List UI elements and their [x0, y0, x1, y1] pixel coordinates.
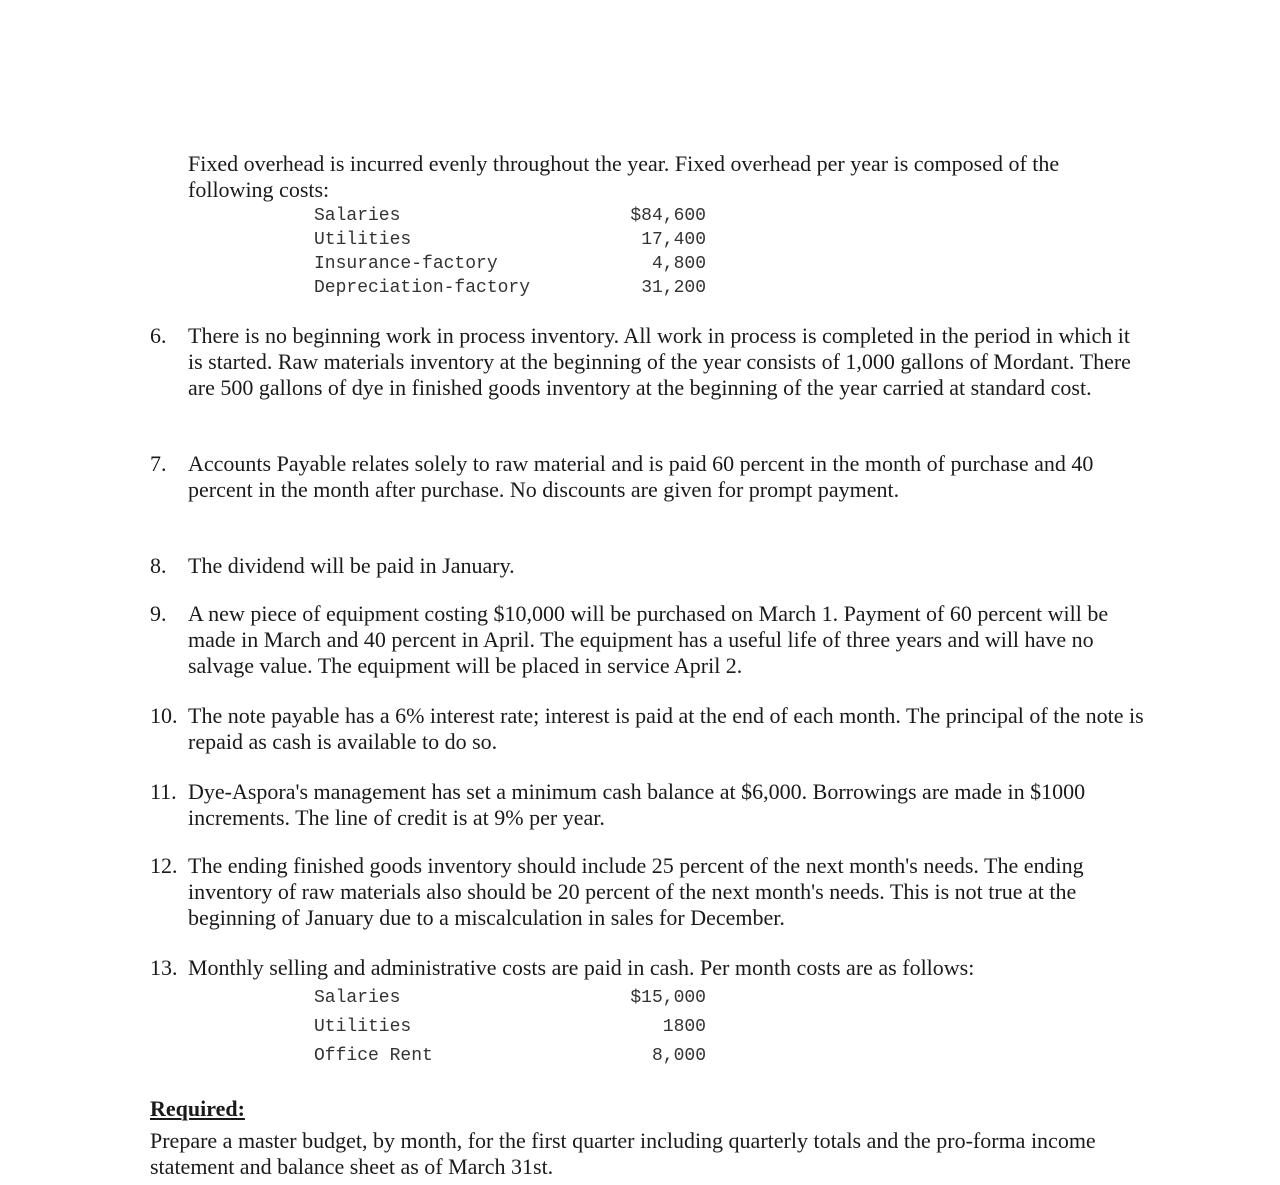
required-text: Prepare a master budget, by month, for the first quarter including quarterly totals and the pro-forma income statement and balance sheet as of March 31st.	[150, 1128, 1096, 1179]
table-row	[314, 278, 706, 302]
cost-label: Utilities	[314, 230, 412, 250]
item-text: The dividend will be paid in January.	[188, 553, 515, 578]
item-number: 6.	[150, 323, 167, 348]
cost-value: $15,000	[630, 988, 706, 1008]
table-row	[314, 230, 706, 254]
table-row	[314, 206, 706, 230]
intro-paragraph: Fixed overhead is incurred evenly throughout the year. Fixed overhead per year is composed of the following costs:	[188, 151, 1060, 202]
item-text: Accounts Payable relates solely to raw material and is paid 60 percent in the month of purchase and 40 percent in the month after purchase. No discounts are given for prompt payment.	[188, 451, 1094, 502]
table-row	[314, 1017, 706, 1046]
table-row	[314, 254, 706, 278]
item-number: 11.	[150, 779, 177, 804]
item-number: 10.	[150, 703, 178, 728]
item-text: Dye-Aspora's management has set a minimum cash balance at $6,000. Borrowings are made in $1000 increments. The line of credit is at 9% per year.	[188, 779, 1086, 830]
cost-label: Utilities	[314, 1017, 412, 1037]
cost-value: $84,600	[630, 206, 706, 226]
sga-cost-table	[314, 988, 706, 1075]
cost-label: Salaries	[314, 206, 401, 226]
cost-value: 4,800	[651, 254, 706, 274]
item-text: Monthly selling and administrative costs are paid in cash. Per month costs are as follows:	[188, 955, 975, 980]
cost-value: 8,000	[651, 1046, 706, 1066]
overhead-cost-table	[314, 206, 706, 302]
cost-value: 17,400	[641, 230, 706, 250]
item-text: The note payable has a 6% interest rate; interest is paid at the end of each month. The principal of the note is repaid as cash is available to do so.	[188, 703, 1144, 754]
item-text: The ending finished goods inventory should include 25 percent of the next month's needs. The ending inventory of raw materials also should be 20 percent of the next month's needs. This is not true at the beginning of January due to a miscalculation in sales for December.	[188, 853, 1084, 930]
item-number: 8.	[150, 553, 167, 578]
cost-label: Office Rent	[314, 1046, 433, 1066]
required-heading: Required:	[150, 1096, 245, 1121]
item-text: There is no beginning work in process inventory. All work in process is completed in the period in which it is started. Raw materials inventory at the beginning of the year consists of 1,000 gallons of Mordant. There are 500 gallons of dye in finished goods inventory at the beginning of the year carried at standard cost.	[188, 323, 1131, 400]
item-number: 12.	[150, 853, 178, 878]
cost-label: Depreciation-factory	[314, 278, 531, 298]
item-number: 9.	[150, 601, 167, 626]
table-row	[314, 988, 706, 1017]
cost-value: 31,200	[641, 278, 706, 298]
item-number: 7.	[150, 451, 167, 476]
cost-value: 1800	[662, 1017, 706, 1037]
item-number: 13.	[150, 955, 178, 980]
cost-label: Insurance-factory	[314, 254, 498, 274]
cost-label: Salaries	[314, 988, 401, 1008]
table-row	[314, 1046, 706, 1075]
item-text: A new piece of equipment costing $10,000 will be purchased on March 1. Payment of 60 percent will be made in March and 40 percent in April. The equipment has a useful life of three years and will have no salvage value. The equipment will be placed in service April 2.	[188, 601, 1109, 678]
